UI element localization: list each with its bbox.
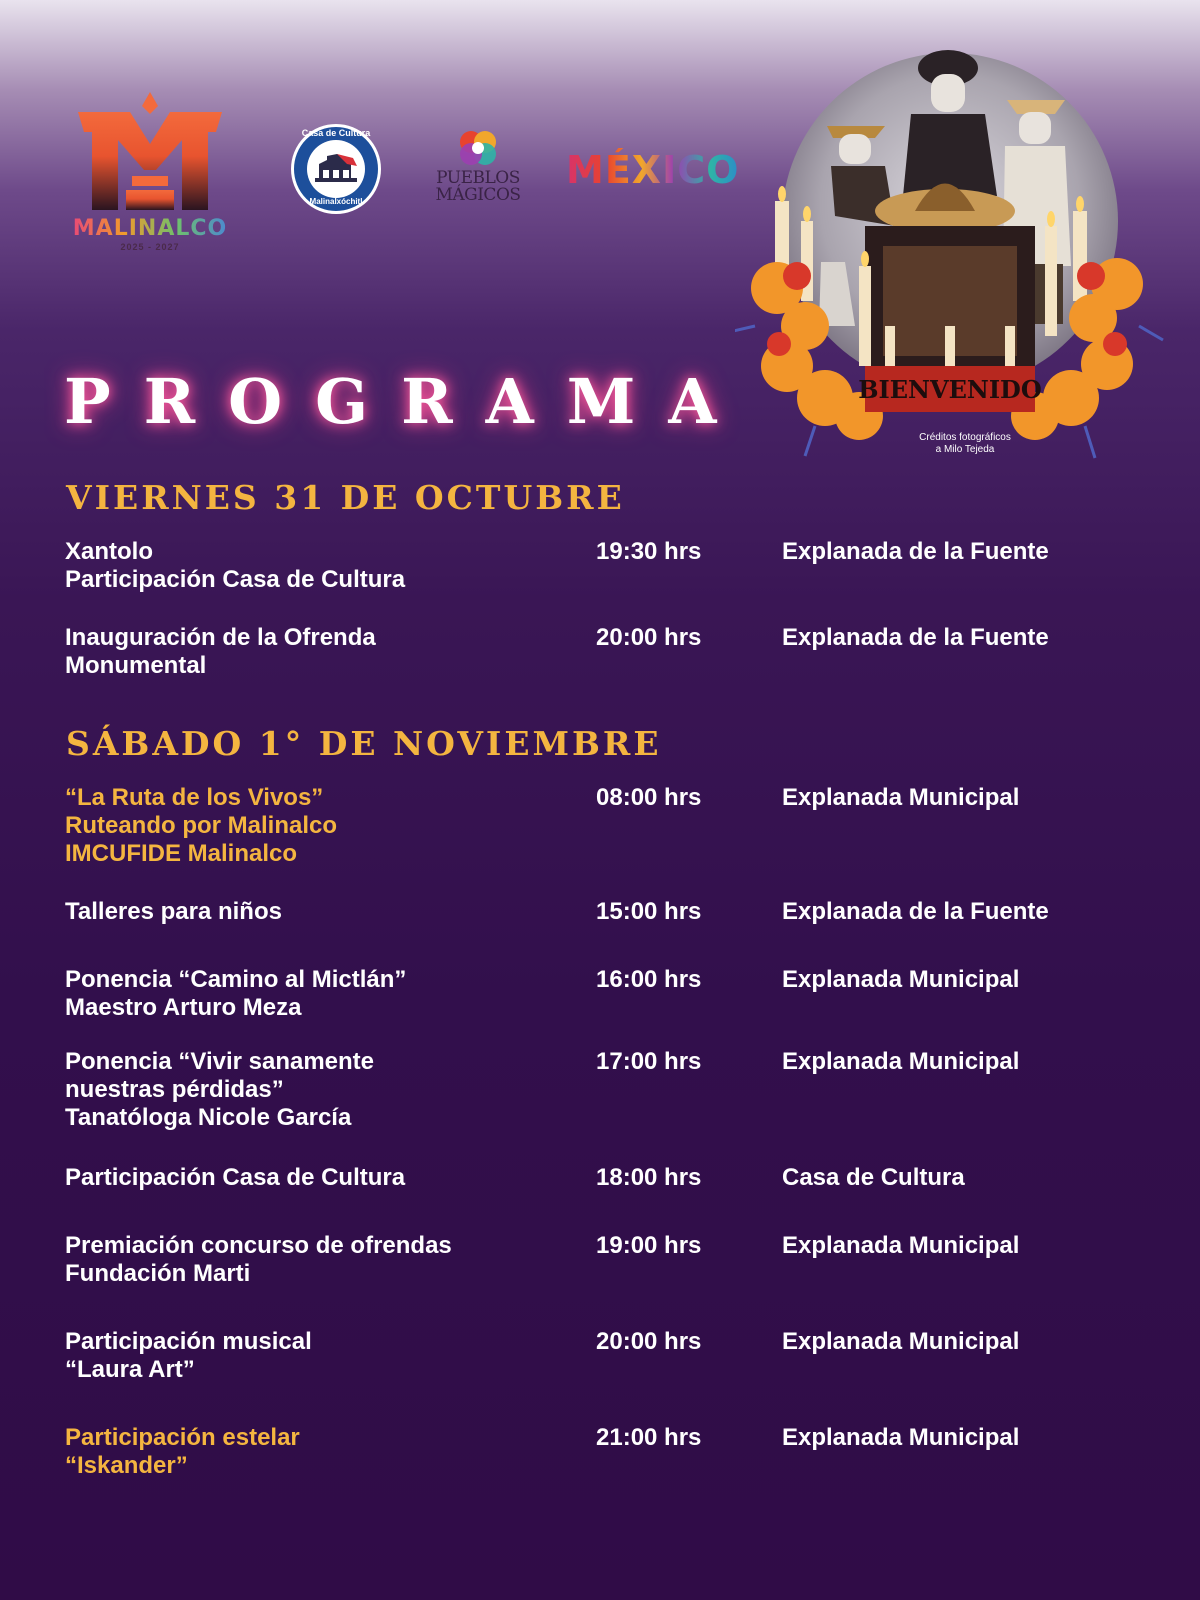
- event-inauguracion-ofrenda: Inauguración de la Ofrenda Monumental: [65, 624, 376, 679]
- day-heading-viernes: VIERNES 31 DE OCTUBRE: [66, 478, 625, 517]
- event-place: Explanada de la Fuente: [782, 538, 1049, 565]
- event-place: Explanada de la Fuente: [782, 898, 1049, 925]
- event-place: Explanada Municipal: [782, 966, 1020, 993]
- event-time: 20:00 hrs: [596, 1328, 702, 1355]
- pinwheel-icon: [428, 126, 528, 170]
- day-heading-sabado: SÁBADO 1° DE NOVIEMBRE: [66, 724, 662, 763]
- event-place: Explanada Municipal: [782, 784, 1020, 811]
- malinalco-logo: [70, 92, 230, 260]
- event-place: Casa de Cultura: [782, 1164, 965, 1191]
- event-time: 20:00 hrs: [596, 624, 702, 651]
- event-participacion-estelar: Participación estelar “Iskander”: [65, 1424, 300, 1479]
- event-xantolo: Xantolo Participación Casa de Cultura: [65, 538, 406, 593]
- event-time: 15:00 hrs: [596, 898, 702, 925]
- event-time: 18:00 hrs: [596, 1164, 702, 1191]
- event-time: 16:00 hrs: [596, 966, 702, 993]
- event-place: Explanada de la Fuente: [782, 624, 1049, 651]
- casa-building-icon: [307, 140, 365, 198]
- casa-logo-emblem: [307, 140, 365, 198]
- event-ruta-de-los-vivos: “La Ruta de los Vivos” Ruteando por Malinalco IMCUFIDE Malinalco: [65, 784, 338, 867]
- program-title: PROGRAMA: [64, 365, 750, 438]
- casa-logo-top-text: Casa de Cultura: [301, 128, 371, 138]
- bienvenido-sign: BIENVENIDO: [858, 375, 1042, 404]
- malinalco-years: 2025 - 2027: [120, 242, 180, 252]
- altar-photo: [735, 26, 1165, 466]
- event-time: 08:00 hrs: [596, 784, 702, 811]
- altar-illustration: [735, 26, 1165, 466]
- event-place: Explanada Municipal: [782, 1048, 1020, 1075]
- event-participacion-musical: Participación musical “Laura Art”: [65, 1328, 312, 1383]
- event-talleres-ninos: Talleres para niños: [65, 898, 282, 925]
- event-time: 21:00 hrs: [596, 1424, 702, 1451]
- pueblos-magicos-logo: [428, 126, 528, 216]
- event-casa-de-cultura: Participación Casa de Cultura: [65, 1164, 406, 1191]
- mexico-logo: MÉXICO: [566, 148, 746, 192]
- casa-logo-bottom-text: Malinalxóchitl: [309, 197, 363, 206]
- photo-credits: Créditos fotográficos a Milo Tejeda: [919, 432, 1011, 455]
- pueblos-magicos-text: PUEBLOS MÁGICOS: [435, 168, 521, 205]
- event-time: 17:00 hrs: [596, 1048, 702, 1075]
- event-place: Explanada Municipal: [782, 1424, 1020, 1451]
- casa-de-cultura-logo: [291, 124, 381, 214]
- event-premiacion-ofrendas: Premiación concurso de ofrendas Fundación Marti: [65, 1232, 452, 1287]
- event-ponencia-vivir-sanamente: Ponencia “Vivir sanamente nuestras pérdidas” Tanatóloga Nicole García: [65, 1048, 375, 1131]
- malinalco-wordmark: MALINALCO: [70, 216, 230, 241]
- event-time: 19:30 hrs: [596, 538, 702, 565]
- event-ponencia-mictlan: Ponencia “Camino al Mictlán” Maestro Arturo Meza: [65, 966, 407, 1021]
- event-time: 19:00 hrs: [596, 1232, 702, 1259]
- event-place: Explanada Municipal: [782, 1328, 1020, 1355]
- malinalco-emblem-icon: [70, 92, 230, 216]
- event-place: Explanada Municipal: [782, 1232, 1020, 1259]
